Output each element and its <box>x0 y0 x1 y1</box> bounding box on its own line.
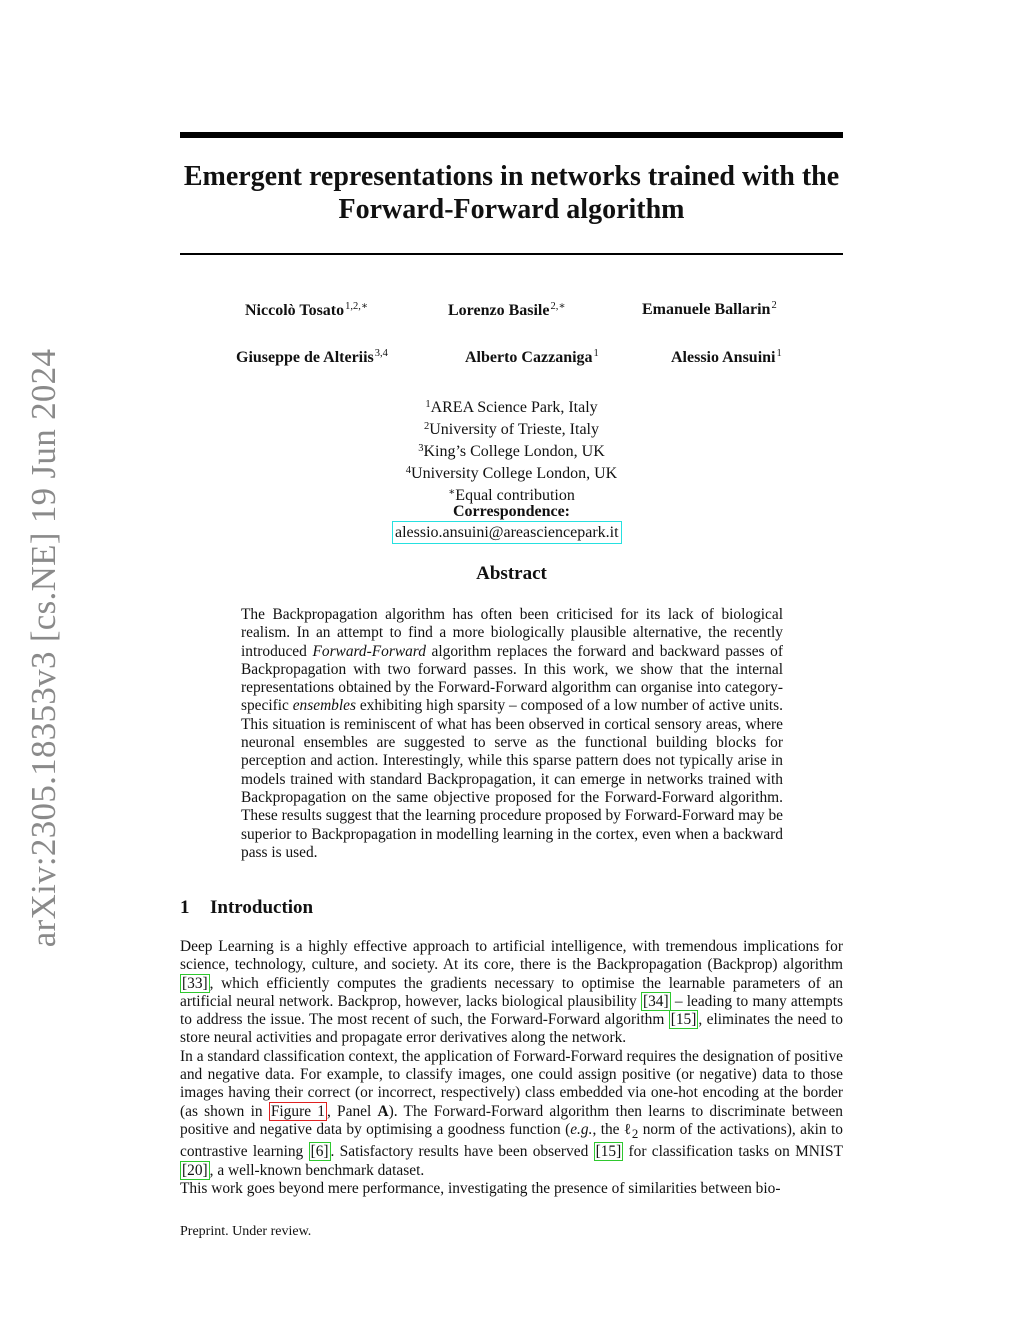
author-sup: 1 <box>776 348 782 359</box>
author-sup: 2,∗ <box>550 301 566 312</box>
author-name: Giuseppe de Alteriis <box>236 349 374 366</box>
citation-link[interactable]: [33] <box>182 974 208 992</box>
author-2 <box>448 300 566 320</box>
abstract-heading: Abstract <box>476 563 547 584</box>
footer-note: Preprint. Under review. <box>180 1224 312 1239</box>
section-heading <box>180 897 313 919</box>
affiliations <box>180 395 843 505</box>
author-name: Alberto Cazzaniga <box>465 349 593 366</box>
correspondence-email-link[interactable]: alessio.ansuini@areasciencepark.it <box>392 521 622 544</box>
author-sup: 1,2,∗ <box>345 301 369 312</box>
author-sup: 3,4 <box>374 348 388 359</box>
citation-link[interactable]: [34] <box>642 992 669 1010</box>
section-number: 1 <box>180 897 190 918</box>
citation-link[interactable]: [20] <box>182 1161 208 1179</box>
title-bottom-rule <box>180 253 843 255</box>
author-name: Niccolò Tosato <box>245 302 345 319</box>
citation-link[interactable]: [15] <box>670 1011 697 1029</box>
affiliation-2: $^2$University of Trieste, Italy <box>423 421 599 438</box>
paragraph: Deep Learning is a highly effective approach to artificial intelligence, with tremendous implications for science, technology, culture, and society. At its core, there is the Backpropagation (Backprop) algorithm [33] , which efficiently computes the gradients necessary to optimise the learnable parameters of an artificial neural network. Backprop, however, lacks biological plausibility [34] – leading to many attempts to address the issue. The most recent of such, the Forward-Forward algorithm [15] , eliminates the need to store neural activities and propagate error derivatives along the network. <box>180 938 844 1047</box>
figure-link[interactable]: Figure 1 <box>270 1102 325 1120</box>
affiliation-1: $^1$AREA Science Park, Italy <box>425 399 598 416</box>
introduction-body <box>180 938 843 1198</box>
title-line-1: Emergent representations in networks trained with the <box>183 161 840 192</box>
affiliation-equal: ∗Equal contribution <box>448 487 575 504</box>
author-5 <box>465 348 599 367</box>
abstract-text: The Backpropagation algorithm has often been criticised for its lack of biological realism. In an attempt to find a more biologically plausible alternative, the recently introduced Forward-Forward algorithm replaces the forward and backward passes of Backpropagation with two forward passes. In this work, we show that the internal representations obtained by the Forward-Forward algorithm can organise into category-specific ensembles exhibiting high sparsity – composed of a low number of active units. This situation is reminiscent of what has been observed in cortical sensory areas, where neuronal ensembles are suggested to serve as the functional building blocks for perception and action. Interestingly, while this sparse pattern does not typically arise in models trained with standard Backpropagation, it can emerge in networks trained with Backpropagation on the same objective proposed for the Forward-Forward algorithm. These results suggest that the learning procedure proposed by Forward-Forward may be superior to Backpropagation in modelling learning in the cortex, even when a backward pass is used. <box>241 606 784 861</box>
author-4 <box>236 348 388 367</box>
arxiv-stamp: arXiv:2305.18353v3 [cs.NE] 19 Jun 2024 <box>24 348 63 948</box>
author-sup: 1 <box>593 348 599 359</box>
citation-link[interactable]: [15] <box>595 1143 622 1161</box>
correspondence-label: Correspondence: <box>452 503 571 520</box>
author-1 <box>245 300 368 320</box>
section-title: Introduction <box>210 897 314 918</box>
author-name: Lorenzo Basile <box>448 302 550 319</box>
author-name: Emanuele Ballarin <box>642 301 771 318</box>
title-top-rule <box>180 132 843 138</box>
author-6 <box>671 348 782 367</box>
author-3 <box>642 300 777 319</box>
affiliation-3: $^3$King’s College London, UK <box>418 443 605 460</box>
paragraph: This work goes beyond mere performance, investigating the presence of similarities between bio- <box>180 1179 781 1197</box>
citation-link[interactable]: [6] <box>310 1143 329 1161</box>
author-name: Alessio Ansuini <box>671 349 776 366</box>
paper-title <box>180 160 843 226</box>
title-line-2: Forward-Forward algorithm <box>338 194 685 225</box>
affiliation-4: $^4$University College London, UK <box>405 465 618 482</box>
paragraph: In a standard classification context, the application of Forward-Forward requires the designation of positive and negative data. For example, to classify images, one could assign positive (or negative) data to those images having their correct (or incorrect, respectively) class embedded via one-hot encoding at the border (as shown in Figure 1 , Panel A). The Forward-Forward algorithm then learns to discriminate between positive and negative data by optimising a goodness function (e.g., the ℓ$_2$ norm of the activations), akin to contrastive learning [6] . Satisfactory results have been observed [15] for classification tasks on MNIST [20] , a well-known benchmark dataset. <box>180 1047 844 1179</box>
author-sup: 2 <box>771 300 777 311</box>
